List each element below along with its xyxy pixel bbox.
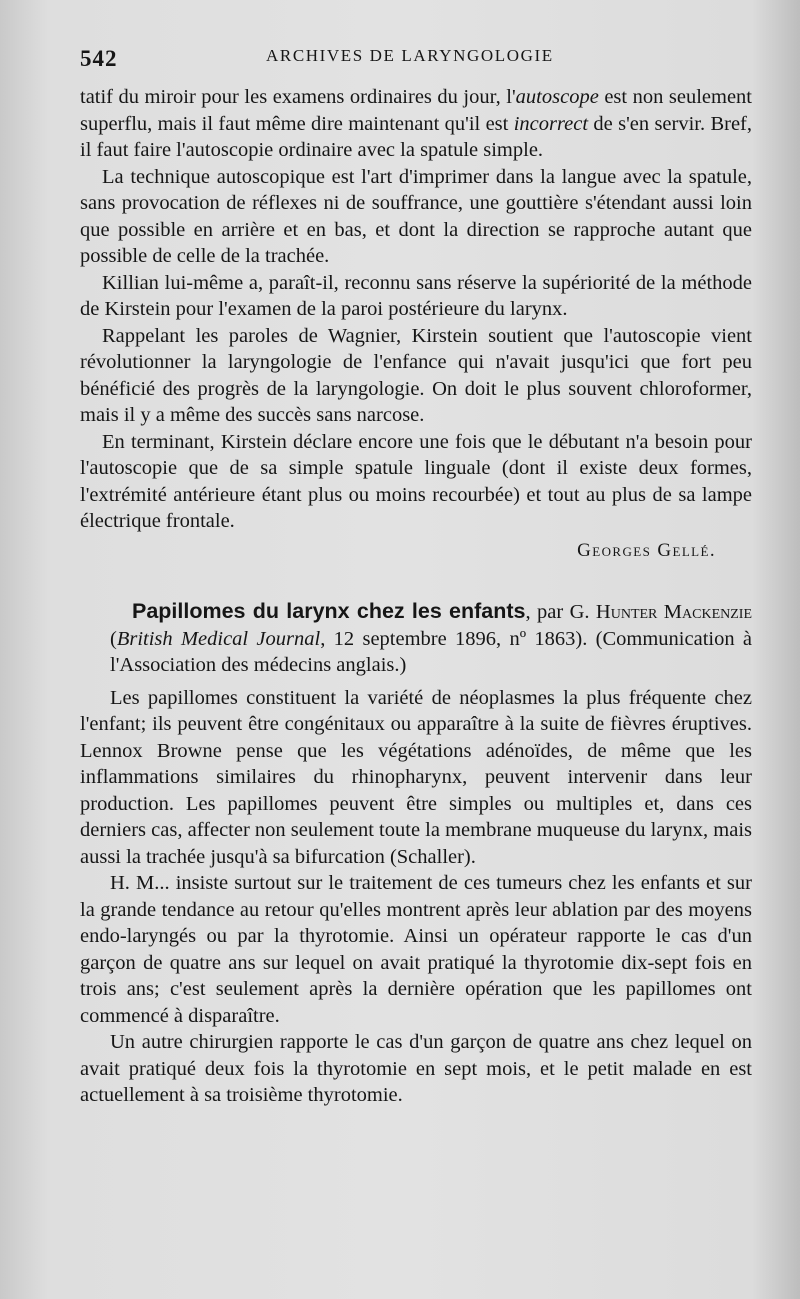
paragraph: Les papillomes constituent la variété de néoplasmes la plus fréquente chez l'enfant; ils peuvent être congénitaux ou apparaître à la suite de fièvres éruptives. Lennox Browne pense que les végétations adénoïdes, de même que les inflammations similaires du rhinopharynx, peuvent intervenir dans leur production. Les papillomes peuvent être simples ou multiples et, dans ces derniers cas, affecter non seulement toute la membrane muqueuse du larynx, mais aussi la trachée jusqu'à sa bifurcation (Schaller). — [80, 686, 752, 868]
paragraph: En terminant, Kirstein déclare encore une fois que le débutant n'a besoin pour l'autoscopie que de sa simple spatule linguale (dont il existe deux formes, l'extrémité antérieure étant plus ou moins recourbée) et tout au plus de sa lampe électrique frontale. — [80, 430, 752, 532]
article — [80, 598, 752, 1109]
journal-name: British Medical Journal — [116, 627, 321, 650]
paragraph: Killian lui-même a, paraît-il, reconnu sans réserve la supériorité de la méthode de Kirstein pour l'examen de la paroi postérieure du larynx. — [80, 271, 752, 320]
article-heading — [80, 598, 752, 679]
running-head: ARCHIVES DE LARYNGOLOGIE — [266, 46, 554, 65]
emphasis-incorrect: incorrect — [513, 112, 589, 135]
emphasis-autoscope: autoscope — [515, 86, 599, 108]
text-run: ( — [110, 627, 117, 650]
article-source: , 12 septembre 1896, nº 1863). (Communication à l'Association des médecins anglais.) — [110, 627, 752, 676]
text-run: est non seulement superflu, mais il faut même dire maintenant qu'il est — [80, 86, 752, 135]
page-header — [80, 42, 752, 72]
page-body — [80, 84, 752, 1109]
text-run: , par G. — [525, 601, 596, 623]
paragraph: La technique autoscopique est l'art d'imprimer dans la langue avec la spatule, sans provocation de réflexes ni de souffrance, une gouttière s'étendant aussi loin que possible en arrière et en bas, et dont la direction se rapproche autant que possible de celle de la trachée. — [80, 165, 752, 267]
article-body — [80, 685, 752, 1109]
article-title: Papillomes du larynx chez les enfants — [132, 599, 526, 623]
paragraph: H. M... insiste surtout sur le traitement de ces tumeurs chez les enfants et sur la grande tendance au retour qu'elles montrent après leur ablation par des moyens endo-laryngés ou par la thyrotomie. Ainsi un opérateur rapporte le cas d'un garçon de quatre ans sur lequel on avait pratiqué la thyrotomie dix-sept fois en trois ans; c'est seulement après la dernière opération que les papillomes ont commencé à disparaître. — [80, 872, 752, 1027]
page-number: 542 — [80, 46, 118, 71]
text-run: tatif du miroir pour les examens ordinaires du jour, l' — [80, 86, 516, 108]
article-author: Hunter Mackenzie — [595, 601, 752, 623]
paragraph: Un autre chirurgien rapporte le cas d'un garçon de quatre ans chez lequel on avait pratiqué deux fois la thyrotomie en sept mois, et le petit malade en est actuellement à sa troisième thyrotomie. — [80, 1031, 752, 1106]
text-run: de s'en servir. Bref, il faut faire l'autoscopie ordinaire avec la spatule simple. — [80, 112, 752, 161]
paragraph: Rappelant les paroles de Wagnier, Kirstein soutient que l'autoscopie vient révolutionner la laryngologie de l'enfance qui n'avait jusqu'ici que fort peu bénéficié des progrès de la laryngologie. On doit le plus souvent chloroformer, mais il y a même des succès sans narcose. — [80, 324, 752, 426]
author-signature: Georges Gellé. — [577, 539, 716, 561]
paragraph — [80, 84, 752, 164]
